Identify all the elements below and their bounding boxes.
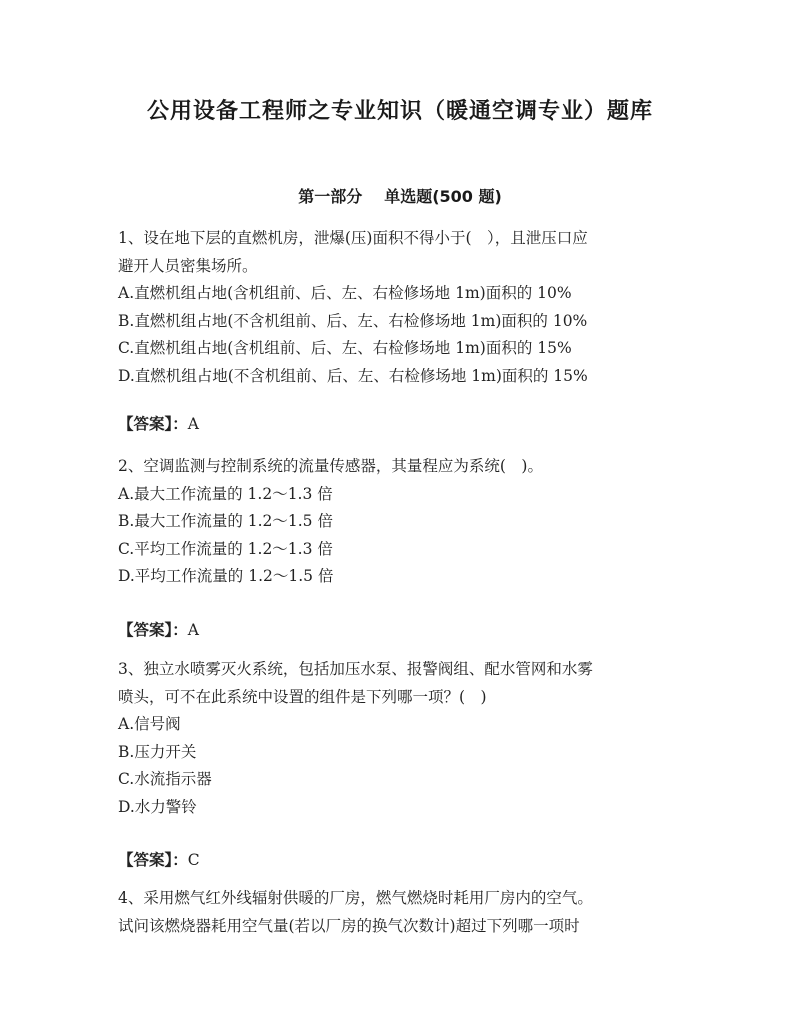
option-a: A.信号阀 xyxy=(118,715,181,733)
question-stem: 2、空调监测与控制系统的流量传感器，其量程应为系统( )。 xyxy=(118,457,543,475)
answer-label: 【答案】： xyxy=(118,415,188,433)
option-d: D.直燃机组占地(不含机组前、后、左、右检修场地 1m)面积的 15% xyxy=(118,366,588,385)
answer-label: 【答案】： xyxy=(118,621,188,639)
question-stem: 3、独立水喷雾灭火系统，包括加压水泵、报警阀组、配水管网和水雾 xyxy=(118,660,593,678)
question-2 xyxy=(118,453,688,591)
question-stem: 4、采用燃气红外线辐射供暖的厂房，燃气燃烧时耗用厂房内的空气。 xyxy=(118,889,593,907)
option-d: D.平均工作流量的 1.2～1.5 倍 xyxy=(118,567,334,585)
option-b: B.压力开关 xyxy=(118,742,197,761)
option-c: C.水流指示器 xyxy=(118,770,212,788)
option-b: B.最大工作流量的 1.2～1.5 倍 xyxy=(118,512,333,530)
option-a: A.直燃机组占地(含机组前、后、左、右检修场地 1m)面积的 10% xyxy=(118,284,572,302)
document-title: 公用设备工程师之专业知识（暖通空调专业）题库 xyxy=(146,99,653,124)
option-c: C.直燃机组占地(含机组前、后、左、右检修场地 1m)面积的 15% xyxy=(118,339,572,357)
answer-value: C xyxy=(187,851,200,869)
answer-value: A xyxy=(187,415,199,433)
question-1 xyxy=(118,225,688,390)
answer-value: A xyxy=(187,621,199,639)
question-stem: 试问该燃烧器耗用空气量(若以厂房的换气次数计)超过下列哪一项时 xyxy=(118,916,580,935)
question-stem: 1、设在地下层的直燃机房，泄爆(压)面积不得小于( ），且泄压口应 xyxy=(118,229,588,247)
section-part: 第一部分 xyxy=(298,187,363,206)
section-heading xyxy=(0,184,800,207)
question-stem: 喷头，可不在此系统中设置的组件是下列哪一项？( ) xyxy=(118,687,487,706)
option-b: B.直燃机组占地(不含机组前、后、左、右检修场地 1m)面积的 10% xyxy=(118,311,588,330)
answer-1 xyxy=(118,411,199,439)
question-4 xyxy=(118,885,688,940)
answer-3 xyxy=(118,847,200,875)
option-a: A.最大工作流量的 1.2～1.3 倍 xyxy=(118,484,333,503)
answer-label: 【答案】： xyxy=(118,851,188,869)
question-stem: 避开人员密集场所。 xyxy=(118,256,258,275)
question-3 xyxy=(118,656,688,821)
answer-2 xyxy=(118,617,199,645)
option-d: D.水力警铃 xyxy=(118,797,197,816)
option-c: C.平均工作流量的 1.2～1.3 倍 xyxy=(118,539,333,558)
section-type: 单选题(500 题) xyxy=(384,187,502,206)
